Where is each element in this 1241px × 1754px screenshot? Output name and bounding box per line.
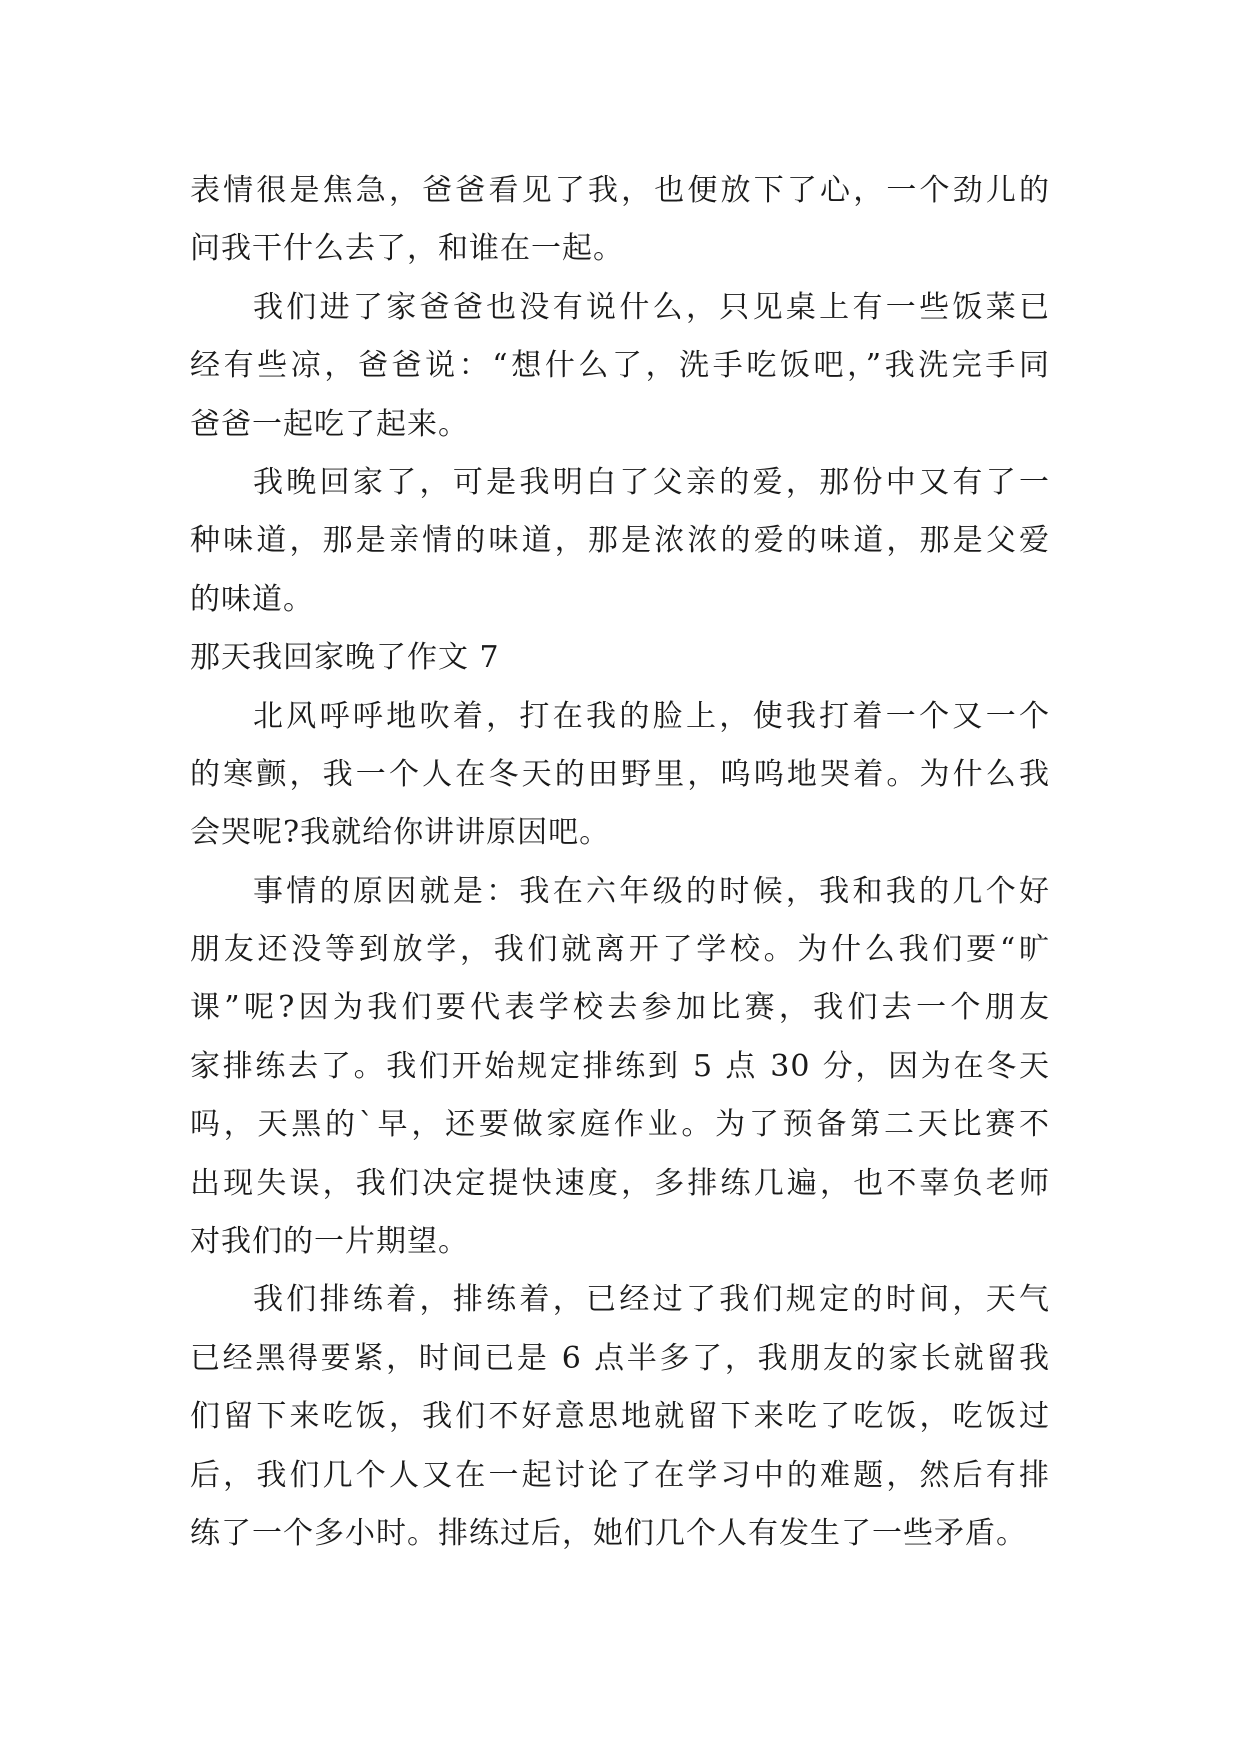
paragraph	[190, 162, 1050, 279]
section-heading	[190, 629, 1050, 687]
text-line: 的寒颤，我一个人在冬天的田野里，呜呜地哭着。为什么我	[190, 756, 1050, 792]
text-line: 练了一个多小时。排练过后，她们几个人有发生了一些矛盾。	[190, 1515, 1027, 1551]
paragraph	[190, 279, 1050, 454]
text-line: 后，我们几个人又在一起讨论了在学习中的难题，然后有排	[190, 1457, 1050, 1493]
text-line: 爸爸一起吃了起来。	[190, 406, 469, 442]
text-line: 家排练去了。我们开始规定排练到 5 点 30 分，因为在冬天	[190, 1048, 1050, 1084]
text-line: 课”呢?因为我们要代表学校去参加比赛，我们去一个朋友	[190, 990, 1050, 1026]
text-line: 经有些凉，爸爸说：“想什么了，洗手吃饭吧，”我洗完手同	[190, 348, 1050, 384]
paragraph	[190, 863, 1050, 1272]
text-line: 我晚回家了，可是我明白了父亲的爱，那份中又有了一	[253, 464, 1050, 500]
text-line: 出现失误，我们决定提快速度，多排练几遍，也不辜负老师	[190, 1165, 1050, 1201]
paragraph	[190, 1271, 1050, 1563]
text-line: 的味道。	[190, 581, 314, 617]
text-line: 已经黑得要紧，时间已是 6 点半多了，我朋友的家长就留我	[190, 1340, 1050, 1376]
paragraph	[190, 688, 1050, 863]
text-line: 对我们的一片期望。	[190, 1224, 469, 1260]
text-line: 会哭呢?我就给你讲讲原因吧。	[190, 815, 611, 851]
heading-text: 那天我回家晚了作文 7	[190, 640, 500, 676]
text-line: 我们进了家爸爸也没有说什么，只见桌上有一些饭菜已	[253, 289, 1050, 325]
paragraph	[190, 454, 1050, 629]
text-line: 表情很是焦急，爸爸看见了我，也便放下了心，一个劲儿的	[190, 173, 1050, 208]
text-line: 问我干什么去了，和谁在一起。	[190, 231, 624, 267]
text-line: 我们排练着，排练着，已经过了我们规定的时间，天气	[253, 1282, 1050, 1318]
text-line: 朋友还没等到放学，我们就离开了学校。为什么我们要“旷	[190, 932, 1050, 968]
document-body	[190, 162, 1050, 1563]
text-line: 种味道，那是亲情的味道，那是浓浓的爱的味道，那是父爱	[190, 523, 1050, 559]
text-line: 吗，天黑的`早，还要做家庭作业。为了预备第二天比赛不	[190, 1107, 1050, 1143]
text-line: 们留下来吃饭，我们不好意思地就留下来吃了吃饭，吃饭过	[190, 1399, 1050, 1435]
text-line: 北风呼呼地吹着，打在我的脸上，使我打着一个又一个	[253, 698, 1050, 734]
text-line: 事情的原因就是：我在六年级的时候，我和我的几个好	[253, 873, 1050, 909]
